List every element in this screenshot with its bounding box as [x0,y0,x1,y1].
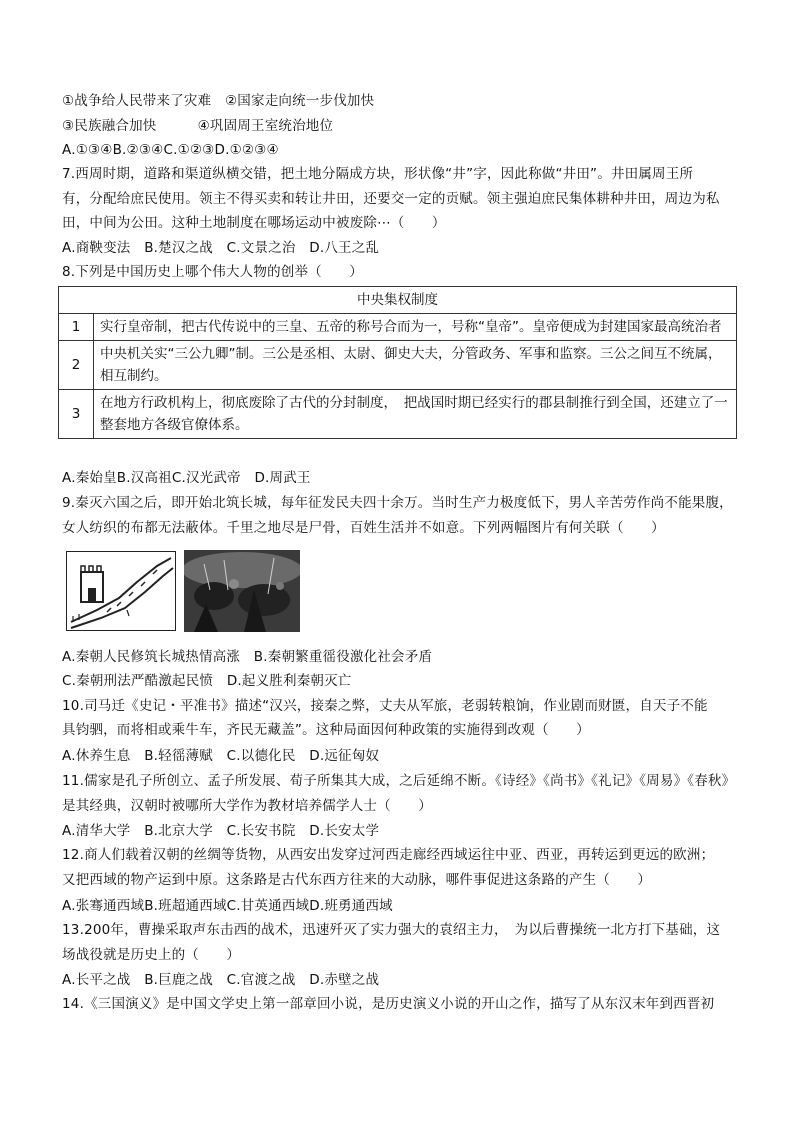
row-text: 中央机关实“三公九卿”制。三公是丞相、太尉、御史大夫，分管政务、军事和监察。三公之间互不统属，相互制约。 [94,341,737,390]
text-line: 场战役就是历史上的（ ） [62,947,241,963]
options-11: A.清华大学 B.北京大学 C.长安书院 D.长安太学 [62,823,380,839]
options-7: A.商鞅变法 B.楚汉之战 C.文景之治 D.八王之乱 [62,240,380,256]
table-row [59,314,737,341]
text-line: 田，中间为公田。这种土地制度在哪场运动中被废除⋯（ ） [62,215,446,231]
text-line: ①战争给人民带来了灾难 ②国家走向统一步伐加快 [62,93,375,109]
options-13: A.长平之战 B.巨鹿之战 C.官渡之战 D.赤壁之战 [62,972,380,988]
great-wall-image [66,551,176,631]
row-number: 1 [59,314,94,341]
table-header: 中央集权制度 [59,287,737,314]
question-9: 9.秦灭六国之后，即开始北筑长城，每年征发民夫四十余万。当时生产力极度低下，男人辛苦劳作尚不能果腹， [62,495,733,511]
row-number: 3 [59,390,94,439]
text-line: ③民族融合加快 ④巩固周王室统治地位 [62,118,334,134]
table-row [59,341,737,390]
row-text: 实行皇帝制，把古代传说中的三皇、五帝的称号合而为一，号称“皇帝”。皇帝便成为封建国家最高统治者 [94,314,737,341]
text-line: 又把西域的物产运到中原。这条路是古代东西方往来的大动脉，哪件事促进这条路的产生（ ） [62,872,652,888]
text-line: 女人纺织的布都无法蔽体。千里之地尽是尸骨，百姓生活并不如意。下列两幅图片有何关联（ ） [62,520,665,536]
table-row [59,390,737,439]
question-7: 7.西周时期，道路和渠道纵横交错，把土地分隔成方块，形状像“井”字，因此称做“井田”。井田属周王所 [62,166,694,182]
text-line: 有，分配给庶民使用。领主不得买卖和转让井田，还要交一定的贡赋。领主强迫庶民集体耕种井田，周边为私 [62,191,720,207]
text-line: A.①③④B.②③④C.①②③D.①②③④ [62,142,279,158]
question-8: 8.下列是中国历史上哪个伟大人物的创举（ ） [62,264,363,280]
options-8: A.秦始皇B.汉高祖C.汉光武帝 D.周武王 [62,470,311,486]
options-9-cd: C.秦朝刑法严酷激起民愤 D.起义胜利秦朝灭亡 [62,673,352,689]
question-10: 10.司马迁《史记・平准书》描述“汉兴，接秦之弊，丈夫从军旅，老弱转粮饷，作业剧而财匮，自天子不能 [62,698,708,714]
row-text: 在地方行政机构上，彻底废除了古代的分封制度， 把战国时期已经实行的郡县制推行到全国，还建立了一整套地方各级官僚体系。 [94,390,737,439]
question-13: 13.200年，曹操采取声东击西的战术，迅速歼灭了实力强大的袁绍主力， 为以后曹操统一北方打下基础，这 [62,922,721,938]
row-number: 2 [59,341,94,390]
options-9-ab: A.秦朝人民修筑长城热情高涨 B.秦朝繁重徭役激化社会矛盾 [62,649,433,665]
question-12: 12.商人们载着汉朝的丝绸等货物，从西安出发穿过河西走廊经西域运往中亚、西亚，再转运到更远的欧洲； [62,847,715,863]
question-11: 11.儒家是孔子所创立、孟子所发展、荀子所集其大成，之后延绵不断。《诗经》《尚书》《礼记》《周易》《春秋》 [62,773,736,789]
options-12: A.张骞通西域B.班超通西域C.甘英通西域D.班勇通西域 [62,898,393,914]
uprising-painting-image [184,550,300,632]
options-10: A.休养生息 B.轻徭薄赋 C.以德化民 D.远征匈奴 [62,748,380,764]
central-system-table [58,286,737,439]
text-line: 具钧驷，而将相或乘牛车，齐民无藏盖”。这种局面因何种政策的实施得到改观（ ） [62,722,590,738]
question-14: 14.《三国演义》是中国文学史上第一部章回小说，是历史演义小说的开山之作，描写了从东汉末年到西晋初 [62,996,715,1012]
text-line: 是其经典，汉朝时被哪所大学作为教材培养儒学人士（ ） [62,798,432,814]
